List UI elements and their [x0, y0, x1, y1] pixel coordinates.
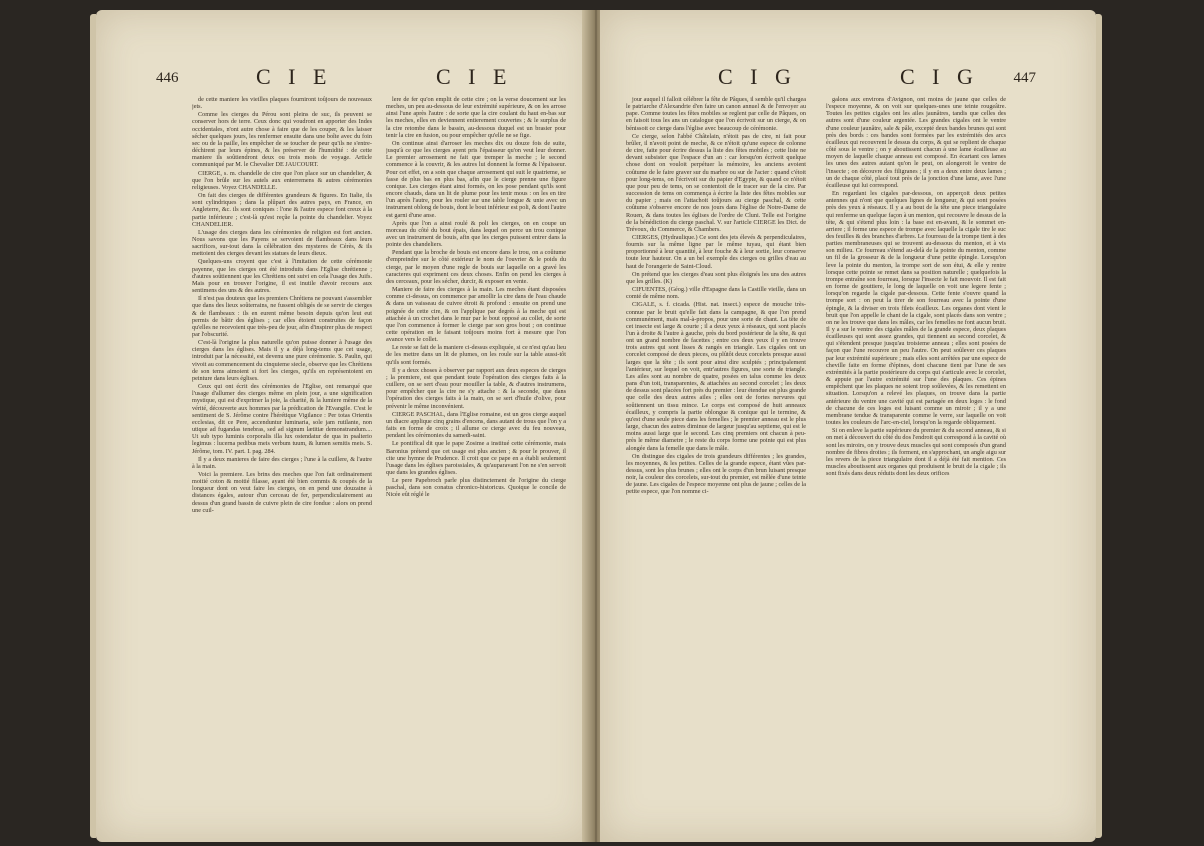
- paragraph: En regardant les cigales par-dessous, on apperçoit deux petites antennes qui n'ont que quelques lignes de longueur, & qui sont posées près des yeux à réseaux. Il y a au bout de la tête une piece triangulaire qui renferme un quelque façon à un menton, qui recouvre le dessus de la tête, & qui s'étend plus loin : la base est en-avant, & le sommet en-arriere ; il forme une espece de trompe avec laquelle la cigale tire le suc des feuilles & des branches d'arbres. Le fourreau de la trompe tient à des parties membraneuses qui se trouvent au-dessous du menton, et à vis son milieu. Ce fourreau s'étend au-delà de la pointe du menton, comme un fil de la grosseur & de la longueur d'une petite épingle. Lorsqu'on leve la pointe du menton, la trompe sort de son étui, & elle y rentre lorsque cette pointe se remet dans sa position naturelle ; quelquefois la trompe entraîne son fourreau, lorsque l'insecte le fait mouvoir. Il est fait en forme de gouttiere, le long de laquelle on voit une legere fente ; lorsqu'on regarde la cigale par-dessous. Cette fente s'ouvre quand la trompe sort : on peut la tirer de son fourreau avec la pointe d'une épingle, & la diviser en trois filets écailleux. Les organes dont vient le bruit que l'on appelle le chant de la cigale, sont placés dans son ventre ; on ne les trouve que dans les mâles, car les femelles ne font aucun bruit. Il y a sur le ventre des cigales mâles de la grande espece, deux plaques écailleuses qui sont assez grandes, qui tiennent au second corcelet, & qui s'étendent presque jusqu'au troisieme anneau ; elles sont posées de façon que l'une recouvre un peu l'autre. On peut soûlever ces plaques par leur extrémité supérieure ; mais elles sont arrêtées par une espece de cheville faite en forme d'épines, dont chacune tient par l'une de ses extrémités à la partie postérieure du corps qui s'articule avec le corcelet, & appuie par l'autre extrémité sur l'une des plaques. Ces épines empêchent que les plaques ne soient trop soûlevées, & les remettent en situation. Lorsqu'on a relevé les plaques, on trouve dans la partie antérieure du ventre une cavité qui est partagée en deux loges : le fond de chacune de ces loges est luisant comme un miroir ; il y a une membrane tendue & transparente comme le verre, sur laquelle on voit toutes les couleurs de l'arc-en-ciel, lorsqu'on la regarde obliquement.: [826, 190, 1006, 427]
- paragraph: CIERGE, s. m. chandelle de cire que l'on place sur un chandelier, & que l'on brûle sur les autels aux enterremens & autres cérémonies religieuses. Voyez CHANDELLE.: [192, 169, 372, 191]
- paragraph: Voici la premiere. Les brins des meches que l'on fait ordinairement moitié coton & moitié filasse, ayant été bien commis & coupés de la longueur dont on veut faire les cierges, on en pend une douzaine à distances égales, autour d'un cerceau de fer, perpendiculairement au dessus d'un grand bassin de cuivre plein de cire fondue : alors on prend une cuil-: [192, 470, 372, 514]
- paragraph: Quelques-uns croyent que c'est à l'imitation de cette cérémonie payenne, que les cierges ont été introduits dans l'Eglise chrétienne ; d'autres soûtiennent que les Chrétiens ont suivi en cela l'usage des Juifs. Mais pour en trouver l'origine, il est inutile d'avoir recours aux sentimens des uns & des autres.: [192, 258, 372, 295]
- running-head-left: [96, 62, 592, 92]
- catchword-left-2: C I E: [436, 64, 513, 89]
- paragraph: On prétend que les cierges d'eau sont plus éloignés les uns des autres que les grilles. (K): [626, 270, 806, 285]
- right-column-1: [626, 96, 806, 816]
- right-page: [600, 10, 1096, 842]
- paragraph: Comme les cierges du Pérou sont pleins de suc, ils peuvent se conserver hors de terre. Ceux donc qui voudront en apporter des Indes occidentales, n'ont autre chose à faire que de les couper, & les laisser sécher quelques jours, les renfermer ensuite dans une boîte avec du foin sec ou de la paille, les empêcher de se toucher de peur qu'ils ne s'entre-déchirent par leurs épines, & les préserver de l'humidité : de cette maniere ils soûtiendront deux ou trois mois de voyage. Article communiqué par M. le Chevalier DE JAUCOURT.: [192, 111, 372, 169]
- right-column-2: [826, 96, 1006, 816]
- catchword-left-1: C I E: [256, 64, 333, 89]
- paragraph: lere de fer qu'on emplit de cette cire ; on la verse doucement sur les meches, un peu au-dessous de leur extrémité supérieure, & on les arrose ainsi l'une après l'autre : de sorte que la cire coulant du haut en-bas sur les meches, elles en deviennent entierement couvertes ; & le surplus de la cire retombe dans le bassin, au-dessous duquel est un brasier pour tenir la cire en fusion, ou pour empêcher qu'elle ne se fige.: [386, 96, 566, 139]
- paragraph: galons aux environs d'Avignon, ont moins de jaune que celles de l'espece moyenne, & on voit sur quelques-unes une teinte rougeâtre. Toutes les petites cigales ont les ailes jaunâtres, tandis que celles des autres sont d'une couleur argentée. Les grandes cigales ont le ventre d'une couleur jaunâtre, sale & pâle, excepté deux bandes brunes qui sont près des bords : ces bandes sont formées par les extrémités des arcs écailleux qui recouvrent le dessus du corps, & qui se replient de chaque côté sous le ventre ; on y aboutissent chacun à une lame écailleuse au moyen de laquelle chaque anneau est composé. En écartant ces lames les unes des autres autant qu'on le peut, on alongeroit le ventre de l'insecte ; on découvre des filigranes ; il y en a deux entre deux lames ; un de chaque côté, placé tout près de la jonction d'une lame, avec l'une écailleuse qui lui correspond.: [826, 96, 1006, 189]
- paragraph: Maniere de faire des cierges à la main. Les meches étant disposées comme ci-dessus, on commence par amollir la cire dans de l'eau chaude & dans un vaisseau de cuivre étroit & profond : ensuite on prend une poignée de cette cire, & on l'applique par degrés à la meche qui est attachée à un crochet dans le mur par le bout opposé au collet, de sorte que l'on commence à former le cierge par son gros bout ; on continue cette opération en le faisant toûjours moins fort à mesure que l'on avance vers le collet.: [386, 286, 566, 344]
- page-edges-right: [1096, 14, 1102, 838]
- left-column-1: [192, 96, 372, 816]
- text-columns-left: [96, 96, 592, 816]
- paragraph: On continue ainsi d'arroser les meches dix ou douze fois de suite, jusqu'à ce que les cierges ayent pris l'épaisseur qu'on veut leur donner. Le premier arrosement ne fait que tremper la meche ; le second commence à la couvrir, & les autres lui donnent la forme & l'épaisseur. Pour cet effet, on a soin que chaque arrosement qui suit le quatrieme, se fasse de plus bas en plus bas, afin que le cierge prenne une figure conique. Les cierges étant ainsi formés, on les pose pendant qu'ils sont encore chauds, dans un lit de plume pour les tenir mous : on les en tire l'un après l'autre, pour les rouler sur une table longue & unie avec un instrument oblong de bouis, dont le bout inférieur est poli, & dont l'autre est garni d'une anse.: [386, 139, 566, 219]
- paragraph: Il n'est pas douteux que les premiers Chrétiens ne pouvant s'assembler que dans des lieux soûterrains, ne fussent obligés de se servir de cierges & de flambeaux : ils en eurent même besoin depuis qu'on leut eut permis de bâtir des églises ; car elles étoient construites de façon qu'elles ne recevoient que très-peu de jour, afin d'inspirer plus de respect par l'obscurité.: [192, 295, 372, 338]
- catchword-right-1: C I G: [718, 64, 797, 89]
- paragraph: Le reste se fait de la maniere ci-dessus expliquée, si ce n'est qu'au lieu de les mettre dans un lit de plumes, on les roule sur la table aussi-tôt qu'ils sont formés.: [386, 344, 566, 366]
- paragraph: Pendant que la broche de bouis est encore dans le trou, on a coûtume d'empreindre sur le côté extérieur le nom de l'ouvrier & le poids du cierge, par le moyen d'une regle de bouis sur laquelle on a gravé les caracteres qui expriment ces deux choses. Enfin on pend les cierges à des cerceaux, pour les sécher, durcir, & exposer en vente.: [386, 249, 566, 285]
- paragraph: jour auquel il falloit célébrer la fête de Pâques, il semble qu'il chargea le patriarche d'Alexandrie d'en faire un canon annuel & de l'envoyer au pape. Comme toutes les fêtes mobiles se reglent par celle de Pâques, on en faisoit tous les ans un catalogue que l'on écrivoit sur un cierge, & on bénissoit ce cierge dans l'église avec beaucoup de cérémonie.: [626, 96, 806, 132]
- text-columns-right: [600, 96, 1096, 816]
- left-column-2: [386, 96, 566, 816]
- paragraph: L'usage des cierges dans les cérémonies de religion est fort ancien. Nous savons que les Payens se servoient de flambeaux dans leurs sacrifices, sur-tout dans la célébration des mysteres de Cérès, & ils mettoient des cierges devant les statues de leurs dieux.: [192, 228, 372, 258]
- paragraph: CIFUENTES, (Géog.) ville d'Espagne dans la Castille vieille, dans un comté de même nom.: [626, 286, 806, 301]
- paragraph: de cette maniere les vieilles plaques fourniront toûjours de nouveaux jets.: [192, 96, 372, 111]
- paragraph: CIERGES, (Hydraulique.) Ce sont des jets élevés & perpendiculaires, fournis sur la même ligne par le même tuyau, qui étant bien proportionné à leur quantité, à leur fouche & à leur sortie, leur conserve toute leur hauteur. On a un bel exemple des cierges ou grilles d'eau au haut de l'orangerie de Saint-Cloud.: [626, 233, 806, 270]
- paragraph: On distingue des cigales de trois grandeurs différentes ; les grandes, les moyennes, & les petites. Celles de la grande espece, étant vûes par-dessus, sont les plus brunes ; elles ont le corps d'un brun luisant presque noir, la couleur des corcelets, sur-tout du premier, est mêlée d'une teinte de jaune. Les cigales de l'espece moyenne ont plus de jaune ; celles de la petite espece, que l'on nomme ci-: [626, 452, 806, 496]
- paragraph: Si on enleve la partie supérieure du premier & du second anneau, & si on met à découvert du côté du dos l'endroit qui correspond à la cavité où sont les miroirs, on y trouve deux muscles qui sont composés d'un grand nombre de fibres droites ; ils forment, en s'approchant, un angle aigu sur les revers de la piece triangulaire dont il a déjà été fait mention. Ces muscles aboutissent aux organes qui produisent le bruit de la cigale ; ils sont fixés dans deux réduits dont les deux orifices: [826, 427, 1006, 478]
- paragraph: Ceux qui ont écrit des cérémonies de l'Eglise, ont remarqué que l'usage d'allumer des cierges même en plein jour, a une signification mystique, qui est d'exprimer la joie, la charité, & la lumiere même de la vérité, découverte aux hommes par la prédication de l'Evangile. C'est le sentiment de S. Jérôme contre l'hérétique Vigilance : Per totas Orientis ecclesias, dit ce Pere, accenduntur luminaria, sole jam rutilante, non utique ad fugandas tenebras, sed ad signum lætitiæ demonstrandum.... Ut sub typo luminis corporalis illa lux ostendatur de qua in psalterio legimus : lucerna pedibus meis verbum tuum, & lumen semitis meis. S. Jérôme, tom. IV. part. I. pag. 284.: [192, 383, 372, 455]
- paragraph: Il y a deux manieres de faire des cierges ; l'une à la cuillere, & l'autre à la main.: [192, 455, 372, 470]
- paragraph: CIGALE, s. f. cicada. (Hist. nat. insect.) espece de mouche très-connue par le bruit qu'elle fait dans la campagne, & que l'on prend communément, mais mal-à-propos, pour une sorte de chant. La tête de cet insecte est large & courte ; il a deux yeux à réseaux, qui sont placés l'un à droite & l'autre à gauche, près du bord postérieur de la tête, & qui ont un grand nombre de facettes ; entre ces deux yeux il y en trouve trois autres qui sont lisses & rangés en triangle. Les cigales ont un corcelet composé de deux pieces, ou plûtôt deux corcelets presque aussi larges que la tête ; ils sont pour ainsi dire sculptés ; principalement l'antérieur, sur lequel on voit, entr'autres figures, une sorte de triangle. Les ailes sont au nombre de quatre, posées en talus comme les deux pans d'un toit, transparentes, & attachées au second corcelet ; les deux de dessus sont placées fort près du premier : leur étendue est plus grande que celle des deux autres ailes ; elles ont de fortes nervures qui soûtiennent un tissu mince. Le corps est composé de huit anneaux écailleux, y compris la partie oblongue & conique qui le termine, & qu'est d'une seule piece dans les femelles ; le premier anneau est le plus large, chacun des autres diminue de largeur jusqu'au septieme, qui est le moins aussi large que le second. Les cinq premiers ont chacun à peu-près le même diametre ; le reste du corps forme une pointe qui est plus alongée dans la femelle que dans le mâle.: [626, 301, 806, 452]
- paragraph: Le pere Papebroch parle plus distinctement de l'origine du cierge paschal, dans son conatus chronico-historicus. Quoique le concile de Nicée eût réglé le: [386, 477, 566, 499]
- paragraph: Le pontifical dit que le pape Zosime a institué cette cérémonie, mais Baronius prétend que cet usage est plus ancien ; & pour le prouver, il cite une hymne de Prudence. Il croit que ce pape en a établi seulement l'usage dans les églises paroissiales, & qu'auparavant l'on ne s'en servoit que dans les grandes églises.: [386, 440, 566, 476]
- left-page: [96, 10, 592, 842]
- open-book: [96, 10, 1096, 842]
- running-head-right: [600, 62, 1096, 92]
- catchword-right-2: C I G: [900, 64, 979, 89]
- paragraph: On fait des cierges de différentes grandeurs & figures. En Italie, ils sont cylindriques ; dans la plûpart des autres pays, en France, en Angleterre, &c. ils sont coniques : l'one & l'autre espece font creux à la partie inférieure ; c'est-là qu'est reçûe la pointe du chandelier. Voyez CHANDELIER.: [192, 192, 372, 228]
- paragraph: C'est-là l'origine la plus naturelle qu'on puisse donner à l'usage des cierges dans les églises. Mais il y a déjà long-tems que cet usage, introduit par la nécessité, est devenu une pure cérémonie. S. Paulin, qui vivoit au commencement du cinquieme siecle, observe que les Chrétiens de son tems aimoient si fort les cierges, qu'ils en représentoient en peinture dans leurs églises.: [192, 339, 372, 382]
- paragraph: Après que l'on a ainsi roulé & poli les cierges, on en coupe un morceau du côté du bout épais, dans lequel on perce un trou conique avec un instrument de bouis, afin que les cierges puissent entrer dans la pointe des chandeliers.: [386, 219, 566, 249]
- paragraph: Il y a deux choses à observer par rapport aux deux especes de cierges ; la premiere, est que pendant toute l'opération des cierges faits à la cuillere, on se sert d'eau pour mouiller la table, & d'autres instrumens, pour empêcher que la cire ne s'y attache : & la seconde, que dans l'opération des cierges faits à la main, on se sert d'huile d'olive, pour prévenir le même inconvénient.: [386, 366, 566, 410]
- paragraph: Ce cierge, selon l'abbé Châtelain, n'étoit pas de cire, ni fait pour brûler, il n'avoit point de meche, & ce n'étoit qu'une espece de colonne de cire, faite pour écrire dessus la liste des fêtes mobiles ; cette liste ne devant subsister que l'espace d'un an : car lorsqu'on écrivoit quelque chose dont on vouloit perpétuer la mémoire, les anciens avoient coûtume de le faire graver sur du marbre ou sur de l'acier : quand c'étoit pour long-tems, on l'écrivoit sur du papier d'Egypte, & quand ce n'étoit que pour peu de tems, on se contentoit de le tracer sur de la cire. Par succession de tems on commença à écrire la liste des fêtes mobiles sur du papier ; mais on l'attachoit toûjours au cierge paschal, & cette coûtume s'observe encore de nos jours dans l'église de Notre-Dame de Rouen, & dans toutes les églises de l'ordre de Cluni. Telle est l'origine de la bénédiction du cierge paschal. V. sur l'article CIERGE les Dict. de Trévoux, du Commerce, & Chambers.: [626, 132, 806, 233]
- page-number-left: 446: [156, 70, 179, 86]
- page-number-right: 447: [1013, 70, 1036, 86]
- paragraph: CIERGE PASCHAL, dans l'Eglise romaine, est un gros cierge auquel un diacre applique cinq grains d'encens, dans autant de trous que l'on y a faits en forme de croix ; il allume ce cierge avec du feu nouveau, pendant les cérémonies du samedi-saint.: [386, 410, 566, 440]
